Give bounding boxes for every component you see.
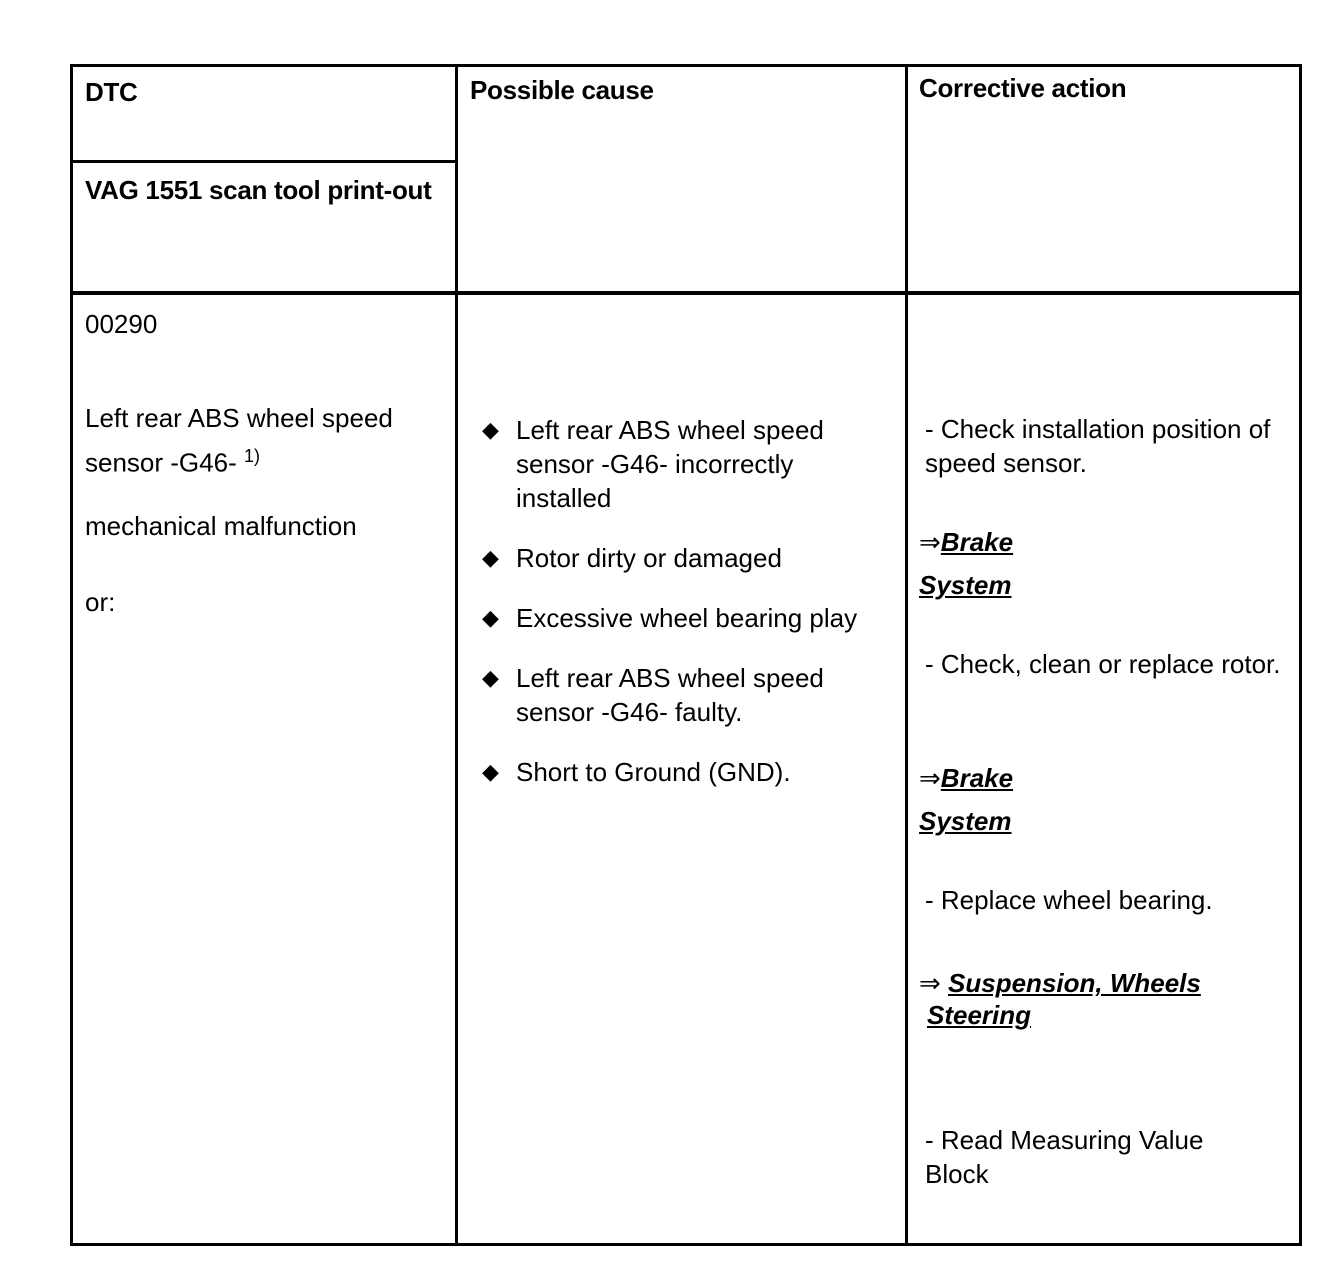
arrow-right-icon: ⇒ [919,763,941,793]
suspension-wheels-steering-link[interactable] [919,967,1201,1031]
list-item [482,413,892,515]
brake-system-link-2[interactable] [919,757,1013,843]
cause-text: Left rear ABS wheel speed sensor -G46- faulty. [516,663,824,727]
brake-system-link-1[interactable] [919,521,1013,607]
action-replace-bearing: - Replace wheel bearing. [925,885,1213,915]
cause-text: Left rear ABS wheel speed sensor -G46- incorrectly installed [516,415,824,513]
diamond-bullet-icon: ◆ [482,417,499,442]
column-divider-1 [455,67,458,1243]
footnote-marker: 1) [243,446,260,466]
link-text[interactable]: Brake [940,527,1014,557]
dtc-code: 00290 [85,309,158,339]
dtc-table [70,64,1302,1246]
dtc-component [85,399,430,482]
link-text[interactable]: System [919,806,1012,836]
header-dtc: DTC [85,77,138,107]
action-rotor: - Check, clean or replace rotor. [925,649,1281,679]
link-text[interactable]: Brake [940,763,1014,793]
header-corrective-action: Corrective action [919,73,1127,103]
cause-list [482,413,892,815]
list-item [482,755,892,789]
column-divider-2 [905,67,908,1243]
dtc-header-divider [73,160,458,163]
arrow-right-icon: ⇒ [919,968,941,998]
component-text: Left rear ABS wheel speed sensor -G46- [85,403,393,478]
cause-text: Excessive wheel bearing play [516,603,858,633]
list-item [482,541,892,575]
diamond-bullet-icon: ◆ [482,665,499,690]
arrow-right-icon: ⇒ [919,527,941,557]
cause-text: Short to Ground (GND). [516,757,791,787]
link-text[interactable]: Steering [927,1000,1032,1030]
header-scan-tool: VAG 1551 scan tool print-out [85,175,432,205]
header-bottom-border [73,291,1299,295]
link-text[interactable]: System [919,570,1012,600]
cause-text: Rotor dirty or damaged [516,543,782,573]
header-possible-cause: Possible cause [470,75,654,105]
dtc-or: or: [85,587,116,617]
link-text[interactable]: Suspension, Wheels [948,968,1201,998]
list-item [482,601,892,635]
diamond-bullet-icon: ◆ [482,605,499,630]
list-item [482,661,892,729]
action-check-installation: - Check installation position of speed sensor. [925,414,1271,478]
action-read-measuring: - Read Measuring Value Block [925,1125,1204,1189]
dtc-malfunction: mechanical malfunction [85,511,357,541]
diamond-bullet-icon: ◆ [482,545,499,570]
diamond-bullet-icon: ◆ [482,759,499,784]
